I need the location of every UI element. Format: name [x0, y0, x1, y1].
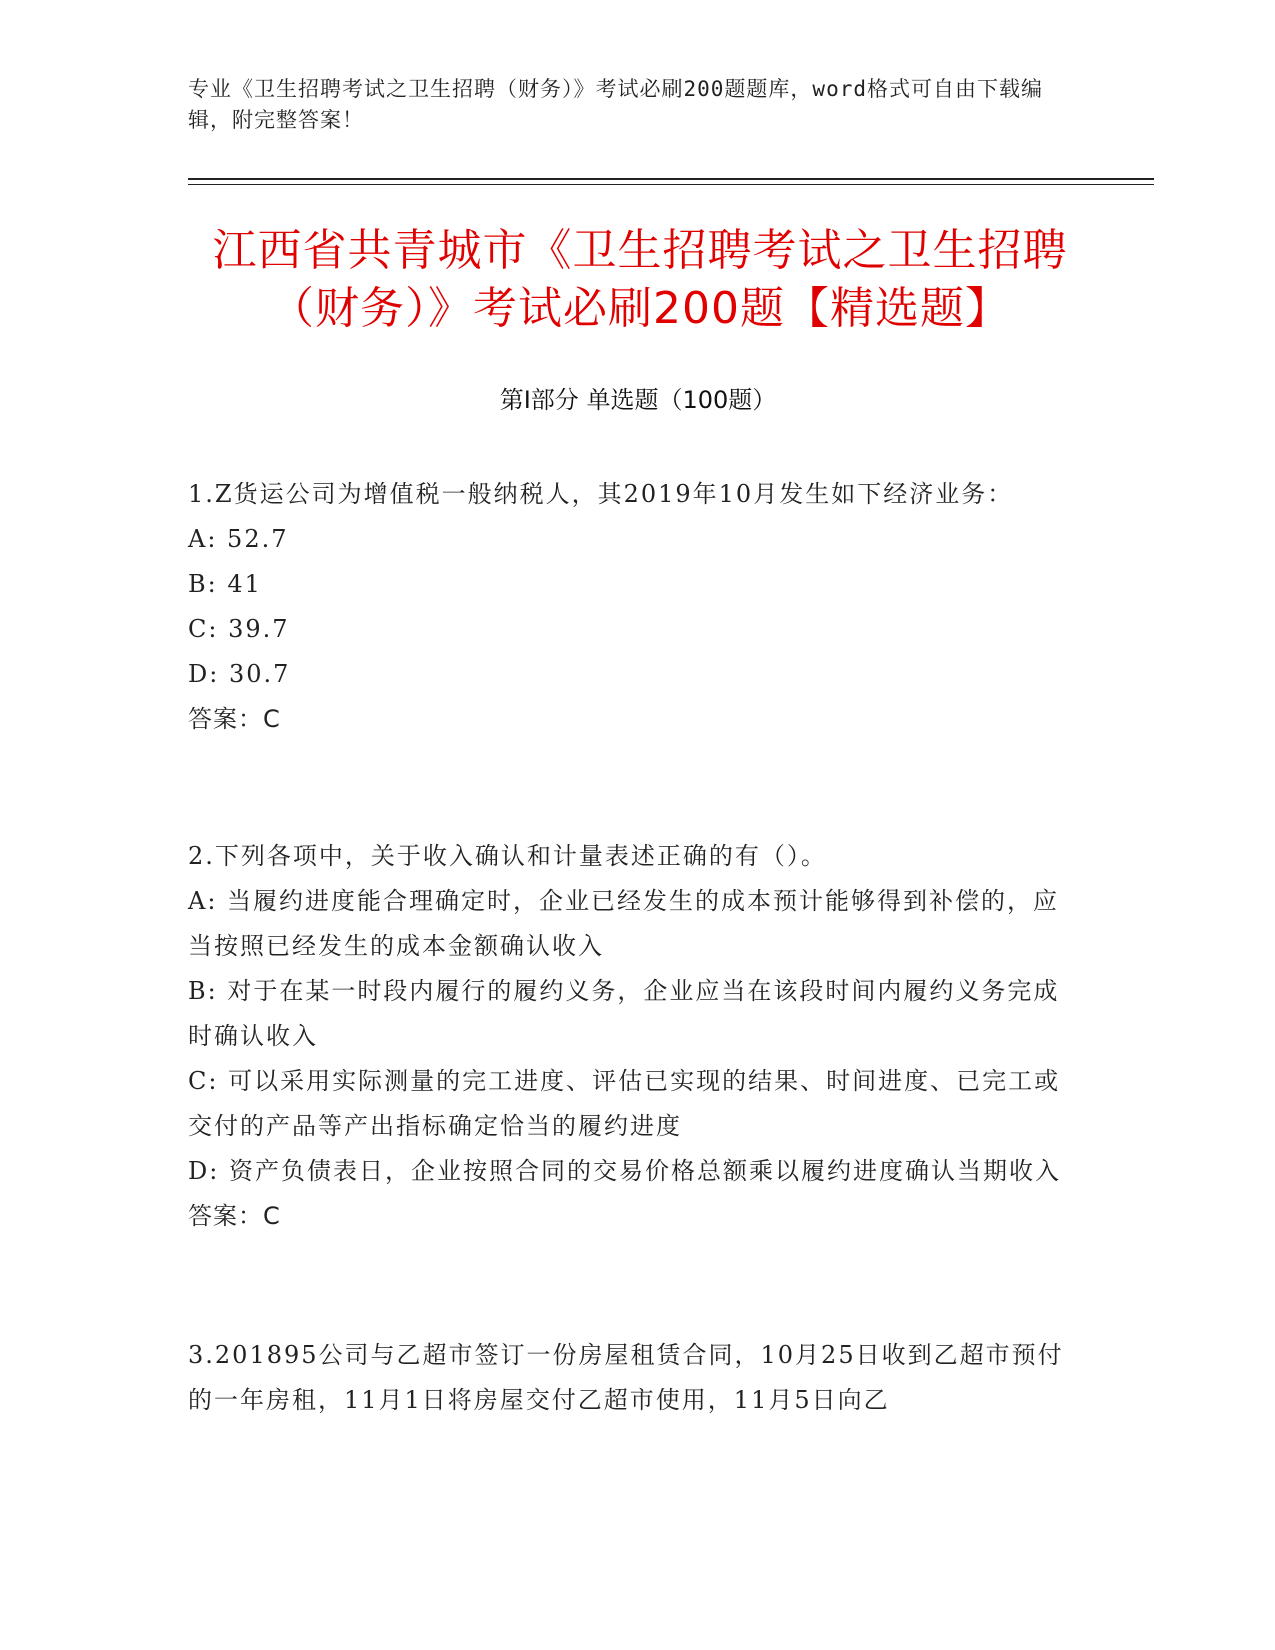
option-a: A: 当履约进度能合理确定时，企业已经发生的成本预计能够得到补偿的，应当按照已经发生的成本金额确认收入 [188, 887, 1060, 960]
option-c: C: 39.7 [188, 615, 290, 643]
document-title: 江西省共青城市《卫生招聘考试之卫生招聘（财务）》考试必刷200题【精选题】 [212, 225, 1068, 334]
section-title: 第I部分 单选题（100题） [499, 386, 777, 414]
question-stem: 2.下列各项中，关于收入确认和计量表述正确的有（）。 [188, 842, 827, 870]
header-note: 专业《卫生招聘考试之卫生招聘（财务）》考试必刷200题题库，word格式可自由下载编辑，附完整答案！ [188, 77, 1043, 132]
option-d: D: 30.7 [188, 660, 291, 688]
question-stem: 1.Z货运公司为增值税一般纳税人，其2019年10月发生如下经济业务： [188, 480, 1014, 508]
question-2 [188, 834, 1078, 1239]
option-a: A: 52.7 [188, 525, 289, 553]
option-b: B: 对于在某一时段内履行的履约义务，企业应当在该段时间内履约义务完成时确认收入 [188, 977, 1060, 1050]
question-3 [188, 1333, 1078, 1423]
option-d: D: 资产负债表日，企业按照合同的交易价格总额乘以履约进度确认当期收入 [188, 1157, 1061, 1185]
question-1 [188, 472, 1078, 742]
header-divider-thin [188, 184, 1154, 185]
option-c: C: 可以采用实际测量的完工进度、评估已实现的结果、时间进度、已完工或交付的产品等产出指标确定恰当的履约进度 [188, 1067, 1061, 1140]
option-b: B: 41 [188, 570, 262, 598]
question-stem: 3.201895公司与乙超市签订一份房屋租赁合同，10月25日收到乙超市预付的一年房租，11月1日将房屋交付乙超市使用，11月5日向乙 [188, 1341, 1064, 1414]
answer-line: 答案：C [188, 1202, 281, 1230]
header-divider-thick [188, 178, 1154, 180]
answer-line: 答案：C [188, 705, 281, 733]
